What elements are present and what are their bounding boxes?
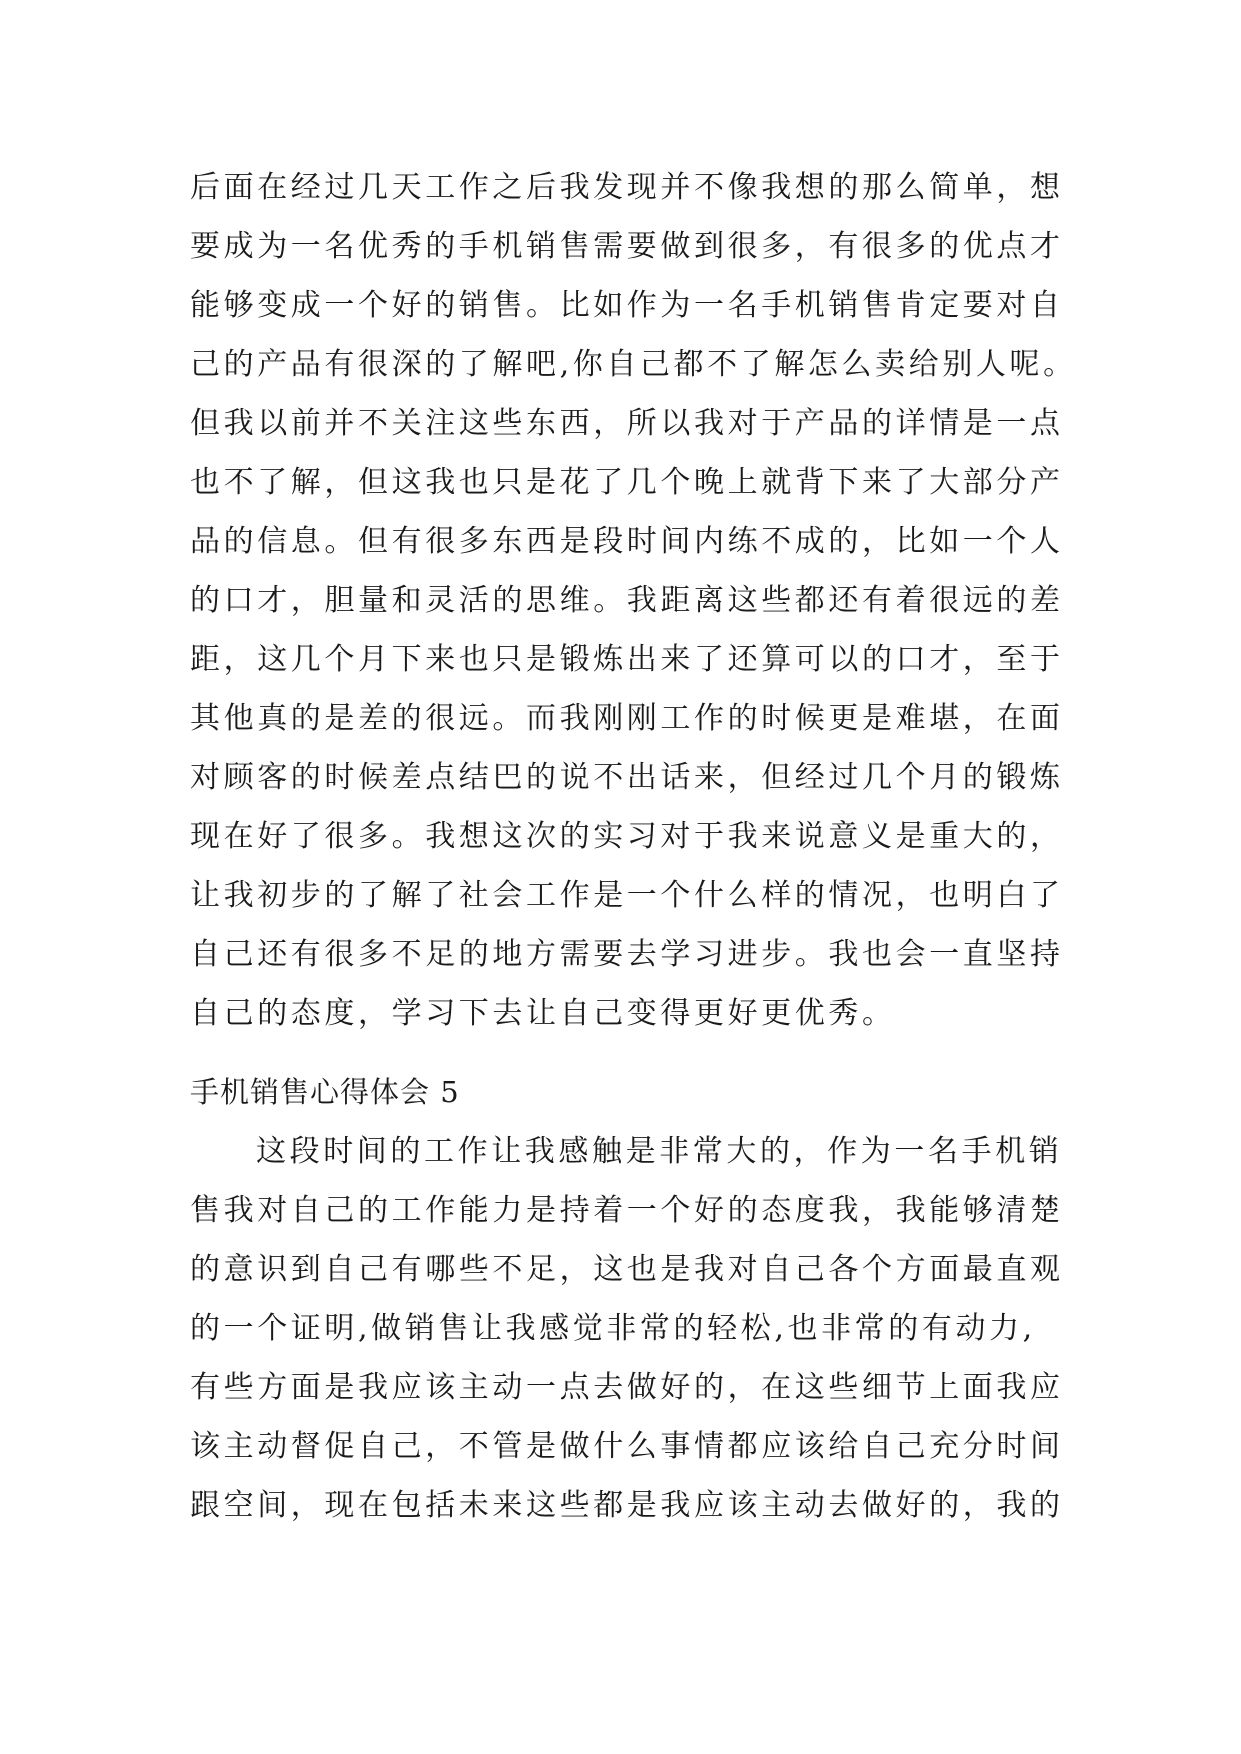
text-line: 售我对自己的工作能力是持着一个好的态度我，我能够清楚 — [190, 1193, 1064, 1228]
paragraph — [190, 1122, 1064, 1535]
section-heading: 手机销售心得体会 5 — [190, 1075, 460, 1109]
text-line: 能够变成一个好的销售。比如作为一名手机销售肯定要对自 — [190, 288, 1064, 323]
text-line: 有些方面是我应该主动一点去做好的，在这些细节上面我应 — [190, 1370, 1064, 1405]
text-line: 现在好了很多。我想这次的实习对于我来说意义是重大的， — [190, 819, 1064, 854]
text-line: 该主动督促自己，不管是做什么事情都应该给自己充分时间 — [190, 1429, 1064, 1464]
text-line: 距，这几个月下来也只是锻炼出来了还算可以的口才，至于 — [190, 642, 1064, 677]
paragraph-continued — [190, 158, 1077, 1043]
text-line: 要成为一名优秀的手机销售需要做到很多，有很多的优点才 — [190, 229, 1064, 264]
text-line: 自己的态度，学习下去让自己变得更好更优秀。 — [190, 996, 896, 1031]
text-line: 对顾客的时候差点结巴的说不出话来，但经过几个月的锻炼 — [190, 760, 1064, 795]
text-line: 其他真的是差的很远。而我刚刚工作的时候更是难堪，在面 — [190, 701, 1064, 736]
text-line: 也不了解，但这我也只是花了几个晚上就背下来了大部分产 — [190, 465, 1064, 500]
text-line: 的一个证明,做销售让我感觉非常的轻松,也非常的有动力, — [190, 1311, 1036, 1346]
text-line: 后面在经过几天工作之后我发现并不像我想的那么简单，想 — [190, 170, 1064, 205]
text-line: 的口才，胆量和灵活的思维。我距离这些都还有着很远的差 — [190, 583, 1064, 618]
text-line: 己的产品有很深的了解吧,你自己都不了解怎么卖给别人呢。 — [190, 347, 1077, 382]
text-line: 跟空间，现在包括未来这些都是我应该主动去做好的，我的 — [190, 1488, 1064, 1523]
text-line: 但我以前并不关注这些东西，所以我对于产品的详情是一点 — [190, 406, 1064, 441]
text-line: 让我初步的了解了社会工作是一个什么样的情况，也明白了 — [190, 878, 1064, 913]
text-line: 自己还有很多不足的地方需要去学习进步。我也会一直坚持 — [190, 937, 1064, 972]
text-line: 的意识到自己有哪些不足，这也是我对自己各个方面最直观 — [190, 1252, 1064, 1287]
text-line-first: 这段时间的工作让我感触是非常大的，作为一名手机销 — [256, 1134, 1063, 1169]
text-line: 品的信息。但有很多东西是段时间内练不成的，比如一个人 — [190, 524, 1064, 559]
